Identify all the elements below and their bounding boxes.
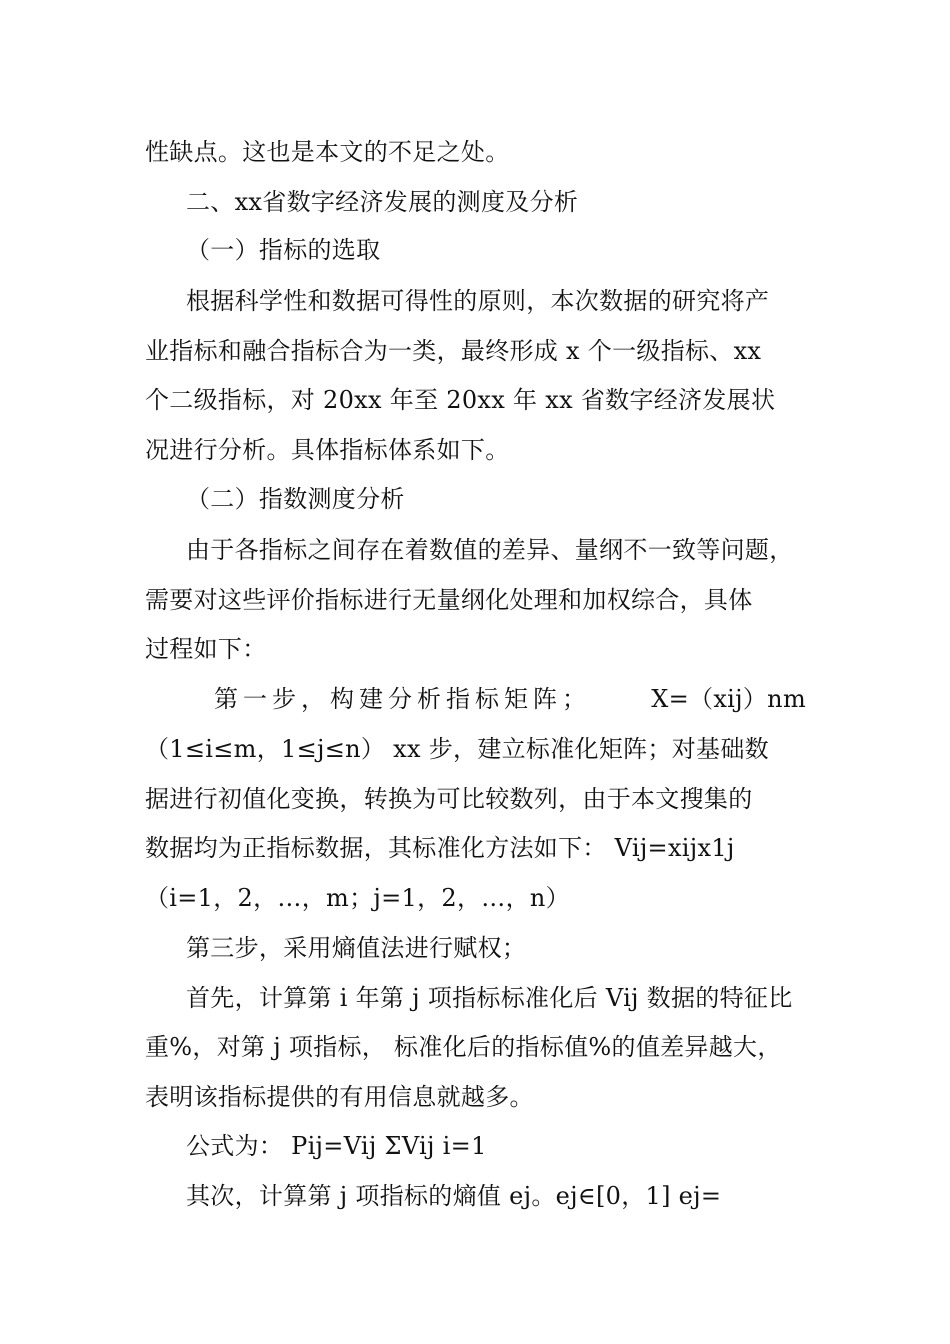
paragraph-line: 重%，对第 j 项指标， 标准化后的指标值%的值差异越大， xyxy=(145,1033,782,1061)
paragraph-line: 首先，计算第 i 年第 j 项指标标准化后 Vij 数据的特征比 xyxy=(186,984,793,1012)
paragraph-line: 况进行分析。具体指标体系如下。 xyxy=(145,436,510,464)
formula-line: 公式为： Pij=Vij ΣVij i=1 xyxy=(186,1132,487,1160)
paragraph-line: （i=1，2，…，m；j=1，2，…，n） xyxy=(145,884,570,912)
paragraph-line: 由于各指标之间存在着数值的差异、量纲不一致等问题， xyxy=(186,536,794,564)
paragraph-line: 业指标和融合指标合为一类，最终形成 x 个一级指标、xx xyxy=(145,337,762,365)
paragraph-line: 据进行初值化变换，转换为可比较数列，由于本文搜集的 xyxy=(145,785,753,813)
paragraph-line: 个二级指标，对 20xx 年至 20xx 年 xx 省数字经济发展状 xyxy=(145,386,776,414)
paragraph-line-step-one xyxy=(214,683,806,715)
section-heading: 二、xx省数字经济发展的测度及分析 xyxy=(186,188,579,216)
subsection-heading: （二）指数测度分析 xyxy=(186,485,405,513)
paragraph-line: 第三步，采用熵值法进行赋权； xyxy=(186,934,527,962)
step-one-text: 第一步，构建分析指标矩阵； xyxy=(214,685,591,713)
paragraph-line: （1≤i≤m，1≤j≤n） xx 步，建立标准化矩阵；对基础数 xyxy=(145,735,769,763)
paragraph-line: 性缺点。这也是本文的不足之处。 xyxy=(145,138,510,166)
subsection-heading: （一）指标的选取 xyxy=(186,236,381,264)
paragraph-line: 表明该指标提供的有用信息就越多。 xyxy=(145,1083,534,1111)
paragraph-line: 过程如下： xyxy=(145,635,267,663)
paragraph-line: 需要对这些评价指标进行无量纲化处理和加权综合，具体 xyxy=(145,586,753,614)
paragraph-line: 根据科学性和数据可得性的原则，本次数据的研究将产 xyxy=(186,287,770,315)
paragraph-line: 其次，计算第 j 项指标的熵值 ej。ej∈[0，1] ej= xyxy=(186,1182,722,1210)
matrix-formula: X=（xij）nm xyxy=(651,685,806,713)
paragraph-line: 数据均为正指标数据，其标准化方法如下： Vij=xijx1j xyxy=(145,834,735,862)
